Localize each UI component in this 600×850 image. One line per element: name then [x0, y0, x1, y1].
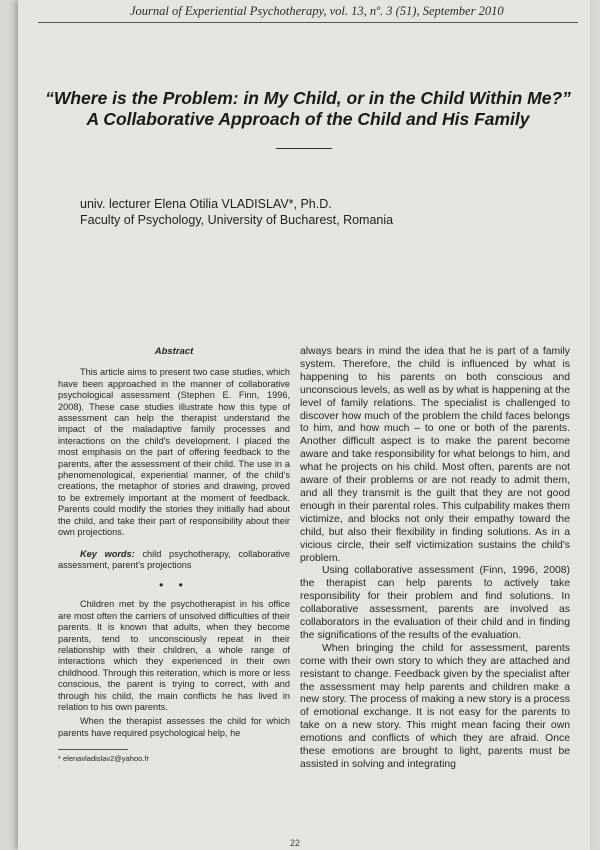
body-paragraph-5: When bringing the child for assessment, parents come with their own story to which they are attached and resistant to change. Feedback given by the specialist after the assessment may help parents and children make a new story. The process of making a new story is a process of emotional exchange. It is not easy for the parents to take on a new story. This might mean facing their own emotions and conflicts of which they are afraid. Once these emotions are brought to light, parents must be assisted in solving and integrating — [300, 642, 570, 770]
body-paragraph-1: Children met by the psychotherapist in his office are most often the carriers of unsolved difficulties of their parents. It is known that adults, when they become parents, tend to unconsciously repeat in their relationship with their children, a whole range of interactions which they experienced in their own childhood. Through this reiteration, which is more or less conscious, the parent is trying to correct, with and through his child, the main conflicts he has lived in relation to his own parents. — [58, 599, 290, 712]
title-line-1: “Where is the Problem: in My Child, or in the Child Within Me?” — [45, 88, 571, 108]
right-column — [300, 346, 570, 772]
author-name: univ. lecturer Elena Otilia VLADISLAV*, Ph.D. — [80, 197, 332, 211]
abstract-heading: Abstract — [154, 346, 194, 357]
header-rule — [38, 22, 578, 23]
author-affiliation: Faculty of Psychology, University of Bucharest, Romania — [80, 213, 394, 227]
journal-header: Journal of Experiential Psychotherapy, vol. 13, nº. 3 (51), September 2010 — [130, 4, 504, 18]
page-number: 22 — [290, 838, 301, 848]
body-paragraph-4: Using collaborative assessment (Finn, 1996, 2008) the therapist can help parents to actively take responsibility for their problem and find solutions. In collaborative assessment, parents are involved as collaborators in the evaluation of their child and in finding the significations of the results of the evaluation. — [300, 565, 570, 641]
body-paragraph-2: When the therapist assesses the child for which parents have required psychological help, he — [58, 716, 290, 738]
footnote-rule — [58, 749, 128, 750]
body-paragraph-3: always bears in mind the idea that he is part of a family system. Therefore, the child is influenced by what is happening to his parents on both conscious and unconscious levels, as well as by what is happening at the level of family relations. The specialist is challenged to discover how much of the problem the child faces belongs to him, and how much – to one or both of the parents. Another difficult aspect is to make the parent become aware and take responsibility for what belongs to him, and what he projects on his child. Most often, parents are not aware of their problems or are not ready to admit them, and all they transmit is the guilt that they are not good enough in their parental roles. This culpability makes them victimize, and blocks not only their empathy toward the child, but also their flexibility in finding solutions. As in a vicious circle, their self victimization sustains the child's problem. — [300, 346, 570, 564]
section-separator: • • — [159, 578, 189, 593]
title-line-2: A Collaborative Approach of the Child and His Family — [86, 109, 530, 129]
keywords — [58, 549, 290, 572]
keywords-label: Key words: — [80, 548, 135, 559]
author-block — [80, 196, 500, 228]
footnote-email: * elenavladislav2@yahoo.fr — [58, 754, 149, 764]
left-column — [58, 346, 290, 765]
keywords-text: child psychotherapy, collaborative assessment, parent's projections — [58, 548, 290, 570]
abstract-text: This article aims to present two case studies, which have been approached in the manner of collaborative psychological assessment (Stephen E. Finn, 1996, 2008). These case studies illustrate how this type of assessment can help the therapist understand the impact of the maladaptive family processes and interactions on the child's development. I placed the most emphasis on the part of offering feedback to the parents, after the assessment of their child. The use in a phenomenological, experiential manner, of the child's creations, the metaphor of stories and drawing, proved to be extremely important at the moment of feedback. Parents could modify the stories they initially had about the child, and take their part of responsibility about their own projections. — [58, 367, 290, 538]
article-title — [28, 88, 588, 130]
journal-page — [18, 0, 590, 850]
title-rule — [276, 148, 332, 149]
